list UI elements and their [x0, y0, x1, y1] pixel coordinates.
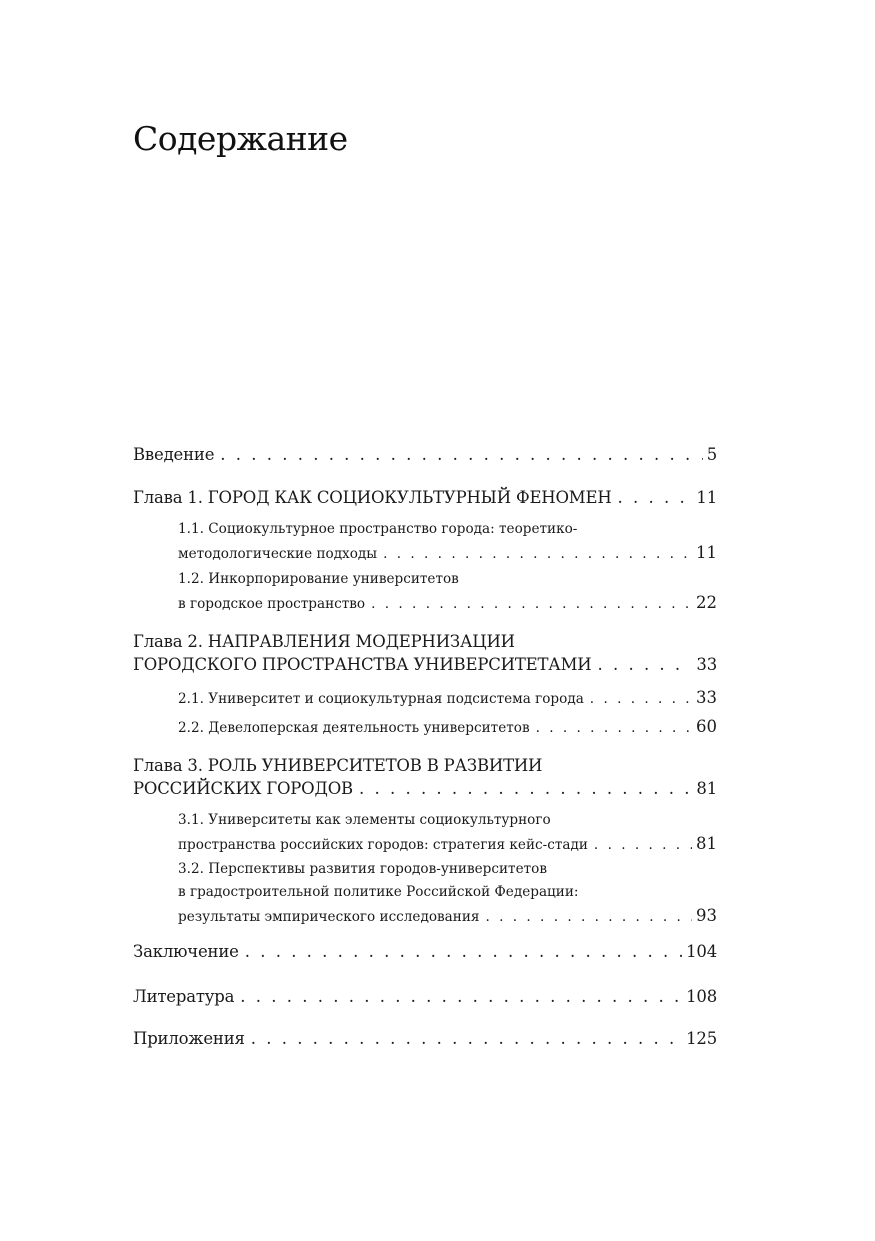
toc-entry-section-2-2[interactable]	[178, 715, 717, 740]
toc-entry-introduction[interactable]	[133, 443, 717, 466]
toc-entry-chapter-2[interactable]	[133, 630, 717, 676]
dot-leader	[536, 717, 692, 740]
toc-entry-chapter-1[interactable]	[133, 486, 717, 509]
toc-entry-title: Приложения	[133, 1029, 245, 1048]
toc-entry-section-3-1[interactable]	[178, 809, 717, 857]
toc-entry-chapter-3[interactable]	[133, 754, 717, 800]
dot-leader	[359, 777, 692, 800]
toc-entry-title-line: ГОРОДСКОГО ПРОСТРАНСТВА УНИВЕРСИТЕТАМИ	[133, 655, 592, 674]
toc-entry-title-line: 3.2. Перспективы развития городов-университетов	[178, 861, 547, 877]
toc-entry-literature[interactable]	[133, 985, 717, 1008]
toc-page-number: 108	[686, 987, 717, 1006]
dot-leader	[485, 906, 692, 929]
dot-leader	[383, 543, 692, 566]
toc-page-number: 125	[686, 1029, 717, 1048]
toc-entry-title-line: Глава 3. РОЛЬ УНИВЕРСИТЕТОВ В РАЗВИТИИ	[133, 756, 543, 775]
toc-entry-title-line: 3.1. Университеты как элементы социокультурного	[178, 812, 551, 828]
dot-leader	[594, 834, 692, 857]
toc-entry-title-line: 2.1. Университет и социокультурная подсистема города	[178, 691, 584, 707]
dot-leader	[220, 443, 702, 466]
toc-entry-title-line: 2.2. Девелоперская деятельность университетов	[178, 720, 530, 736]
toc-page-number: 11	[696, 488, 717, 507]
toc-entry-title-line: пространства российских городов: стратегия кейс-стади	[178, 837, 588, 853]
toc-page-number: 22	[696, 593, 717, 612]
toc-entry-appendices[interactable]	[133, 1027, 717, 1050]
toc-page-number: 104	[686, 942, 717, 961]
dot-leader	[618, 486, 693, 509]
toc-entry-title: Введение	[133, 445, 215, 464]
toc-entry-section-1-2[interactable]	[178, 568, 717, 616]
toc-entry-title-line: РОССИЙСКИХ ГОРОДОВ	[133, 779, 353, 798]
dot-leader	[597, 653, 692, 676]
toc-entry-conclusion[interactable]	[133, 940, 717, 963]
toc-entry-title-line: результаты эмпирического исследования	[178, 909, 480, 925]
toc-page-number: 11	[696, 543, 717, 562]
dot-leader	[371, 593, 692, 616]
toc-entry-title-line: 1.1. Социокультурное пространство города: теоретико-	[178, 521, 578, 537]
toc-entry-title-line: методологические подходы	[178, 546, 378, 562]
dot-leader	[590, 688, 692, 711]
dot-leader	[240, 985, 682, 1008]
toc-page-number: 60	[696, 717, 717, 736]
toc-page-number: 33	[696, 655, 717, 674]
toc-page-number: 81	[696, 834, 717, 853]
toc-entry-title-line: в градостроительной политике Российской Федерации:	[178, 884, 579, 900]
toc-page-number: 33	[696, 688, 717, 707]
toc-entry-section-1-1[interactable]	[178, 518, 717, 566]
dot-leader	[251, 1027, 682, 1050]
toc-entry-title-line: 1.2. Инкорпорирование университетов	[178, 571, 459, 587]
toc-entry-section-2-1[interactable]	[178, 686, 717, 711]
toc-page-number: 5	[706, 445, 717, 464]
dot-leader	[245, 940, 682, 963]
toc-entry-section-3-2[interactable]	[178, 858, 717, 929]
toc-entry-title-line: Глава 2. НАПРАВЛЕНИЯ МОДЕРНИЗАЦИИ	[133, 632, 515, 651]
toc-entry-title-line: в городское пространство	[178, 596, 366, 612]
page-title: Содержание	[133, 119, 348, 158]
toc-page-number: 81	[696, 779, 717, 798]
toc-entry-title: Глава 1. ГОРОД КАК СОЦИОКУЛЬТУРНЫЙ ФЕНОМЕН	[133, 488, 612, 507]
toc-entry-title: Литература	[133, 987, 235, 1006]
toc-entry-title: Заключение	[133, 942, 239, 961]
toc-page-number: 93	[696, 906, 717, 925]
